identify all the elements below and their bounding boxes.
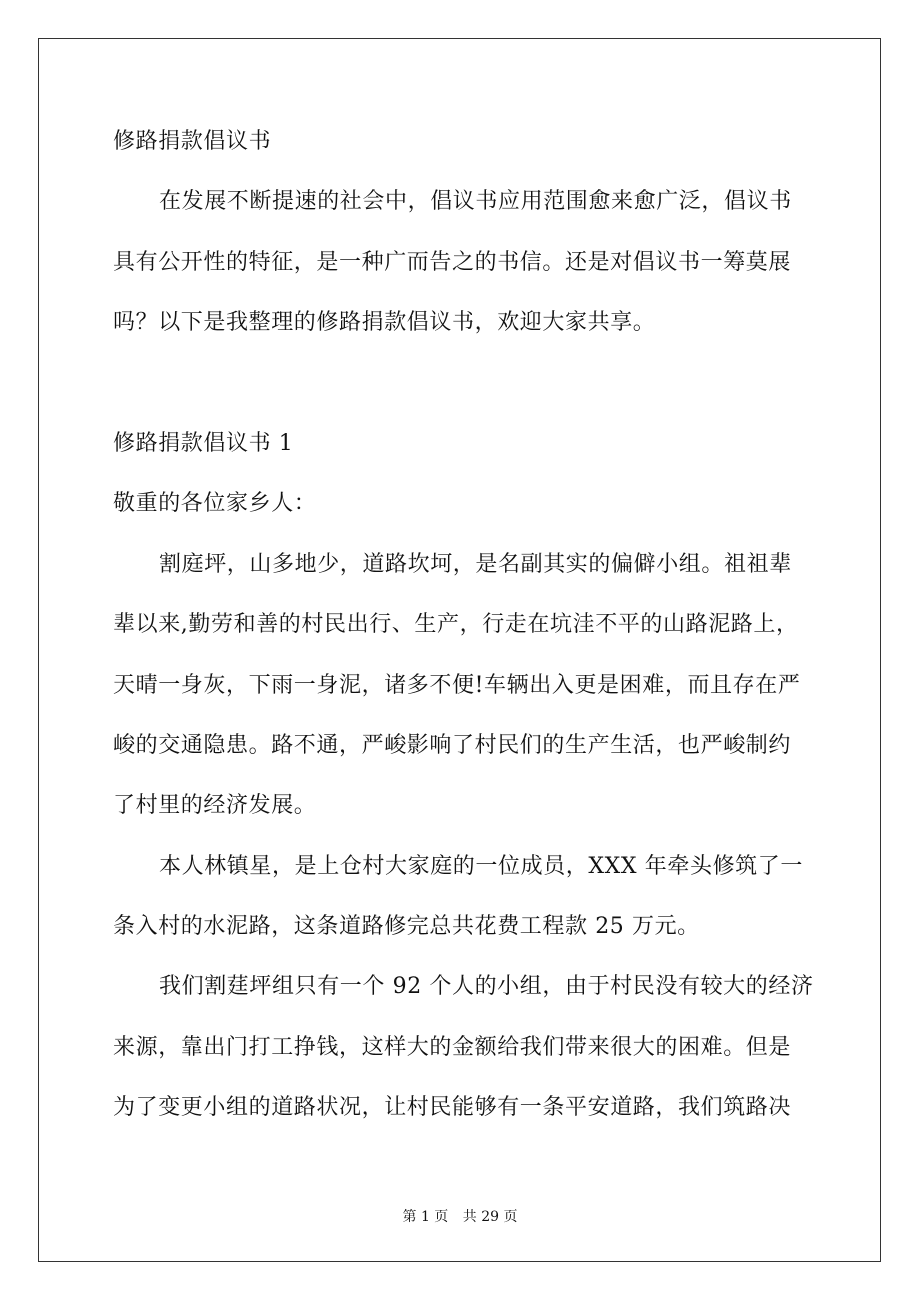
intro-line: 具有公开性的特征，是一种广而告之的书信。还是对倡议书一筹莫展 [113, 249, 792, 275]
paragraph-line: 峻的交通隐患。路不通，严峻影响了村民们的生产生活，也严峻制约 [113, 732, 792, 758]
page-total: 共 29 页 [462, 1209, 518, 1225]
paragraph-line: 为了变更小组的道路状况，让村民能够有一条平安道路，我们筑路决 [113, 1095, 792, 1121]
salutation: 敬重的各位家乡人： [113, 491, 317, 517]
document-body [113, 112, 813, 1139]
document-title: 修路捐款倡议书 [113, 129, 272, 154]
paragraph-line: 辈以来,勤劳和善的村民出行、生产，行走在坑洼不平的山路泥路上， [113, 612, 799, 638]
paragraph-line: 条入村的水泥路，这条道路修完总共花费工程款 25 万元。 [113, 914, 700, 940]
intro-line: 吗？以下是我整理的修路捐款倡议书，欢迎大家共享。 [113, 310, 656, 336]
page-number: 第 1 页 [402, 1209, 449, 1225]
paragraph-line: 本人林镇星，是上仓村大家庭的一位成员，XXX 年牵头修筑了一 [159, 853, 803, 879]
paragraph-line: 天晴一身灰，下雨一身泥，诸多不便!车辆出入更是困难，而且存在严 [113, 672, 801, 698]
blank-line [113, 354, 813, 414]
intro-line: 在发展不断提速的社会中，倡议书应用范围愈来愈广泛，倡议书 [159, 189, 792, 215]
paragraph-line: 来源，靠出门打工挣钱，这样大的金额给我们带来很大的困难。但是 [113, 1034, 792, 1060]
paragraph-line: 了村里的经济发展。 [113, 793, 317, 819]
paragraph-line: 我们割莛坪组只有一个 92 个人的小组，由于村民没有较大的经济 [159, 974, 814, 1000]
section-title: 修路捐款倡议书 1 [113, 430, 294, 456]
paragraph-line: 割庭坪，山多地少，道路坎坷，是名副其实的偏僻小组。祖祖辈 [159, 551, 792, 577]
page-footer [0, 1206, 920, 1226]
